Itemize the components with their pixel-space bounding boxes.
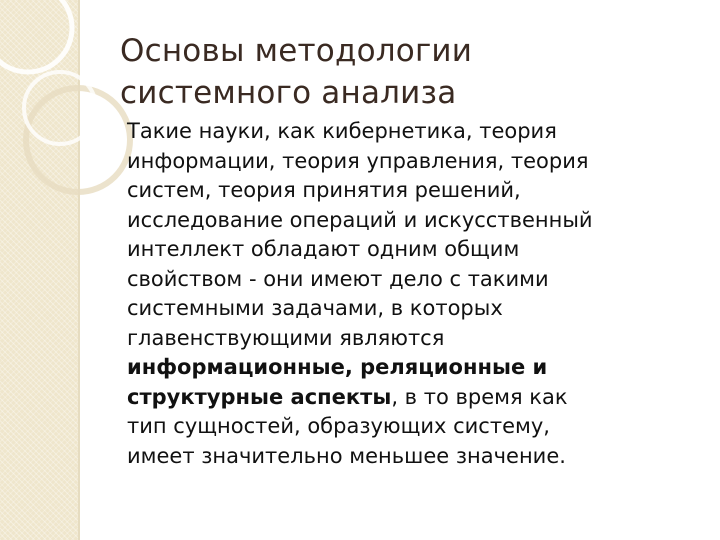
body-line-11: тип сущностей, образующих систему, (127, 414, 550, 438)
body-line-5: интеллект обладают одним общим (127, 237, 520, 261)
body-line-1: Такие науки, как кибернетика, теория (127, 119, 557, 143)
slide-title (120, 30, 680, 114)
title-line-2: системного анализа (120, 75, 457, 111)
body-line-4: исследование операций и искусственный (127, 207, 593, 232)
after-bold-text: , в то время как (391, 384, 568, 409)
body-line-7: системными задачами, в которых (127, 296, 503, 320)
body-line-mixed (127, 383, 697, 413)
body-line-8: главенствующими являются (127, 325, 445, 350)
slide-body (127, 117, 697, 471)
title-line-1: Основы методологии (120, 33, 473, 69)
body-line-bold (127, 353, 697, 383)
bold-text-2: структурные аспекты (127, 384, 392, 409)
body-line-3: систем, теория принятия решений, (127, 178, 521, 202)
body-line-6: свойством - они имеют дело с такими (127, 266, 549, 291)
bold-text-1: информационные, реляционные и (127, 355, 548, 379)
body-line-2: информации, теория управления, теория (127, 148, 589, 173)
body-line-12: имеет значительно меньшее значение. (127, 443, 566, 468)
